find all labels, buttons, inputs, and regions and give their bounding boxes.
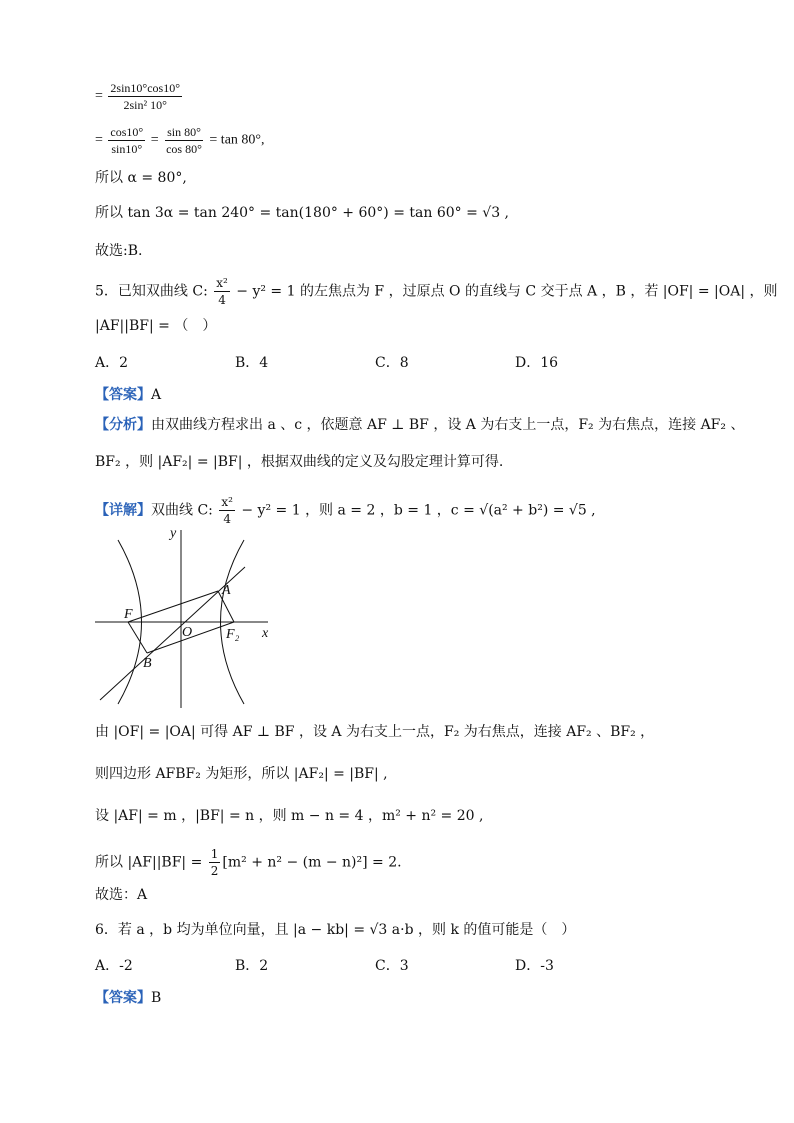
sol4-line3: 所以 α = 80°,: [95, 170, 187, 186]
fraction-numerator: cos10°: [110, 125, 144, 139]
option-b: B．2: [235, 958, 269, 974]
fraction-numerator: sin 80°: [167, 125, 201, 139]
fraction-denominator: 2: [210, 864, 219, 878]
fraction-denominator: 4: [218, 293, 226, 307]
option-b: B．4: [235, 355, 269, 371]
label-o: O: [182, 625, 193, 640]
fraction: [164, 124, 204, 157]
fraction: [209, 846, 221, 879]
detail-tag: 【详解】: [95, 502, 151, 519]
label-f2: F₂: [226, 627, 240, 642]
detail-text: 双曲线 C:: [151, 502, 218, 519]
option-c: C．8: [375, 355, 409, 371]
answer-tag: 【答案】: [95, 387, 151, 403]
q5-step2: 则四边形 AFBF₂ 为矩形，所以 |AF₂| = |BF| ,: [95, 766, 388, 782]
equals-sign: =: [95, 88, 103, 104]
line-fa: [128, 591, 218, 622]
fraction: [214, 275, 230, 308]
label-b: B: [143, 656, 152, 671]
analysis-text: 由双曲线方程求出 a 、c ，依题意 AF ⊥ BF ，设 A 为右支上一点，F₂ 为右焦点，连接 AF₂ 、: [151, 417, 745, 433]
q6-options: [95, 956, 655, 976]
label-y: y: [170, 526, 177, 541]
step4-text: [m² + n² − (m − n)²] = 2.: [222, 854, 402, 871]
sol4-line2: [95, 124, 265, 157]
fraction-numerator: x²: [216, 276, 228, 290]
sol4-conclusion: 故选:B.: [95, 243, 143, 259]
fraction-numerator: x²: [221, 495, 233, 509]
step4-text: 所以 |AF||BF| =: [95, 854, 207, 871]
q5-stem: [95, 275, 778, 308]
q5-step4: [95, 846, 402, 879]
fraction-numerator: 1: [210, 847, 219, 861]
option-d: D．-3: [515, 958, 554, 974]
fraction-denominator: 4: [223, 512, 231, 526]
q5-answer: [95, 385, 161, 405]
fraction: [108, 80, 182, 113]
q5-analysis-line1: [95, 415, 744, 435]
q5-stem-part: − y² = 1 的左焦点为 F ，过原点 O 的直线与 C 交于点 A ，B ，若 |OF| = |OA| ，则: [231, 283, 778, 300]
equals-sign: =: [150, 132, 159, 148]
answer-value: A: [151, 387, 162, 403]
hyperbola-figure: [92, 520, 282, 710]
q5-step1: 由 |OF| = |OA| 可得 AF ⊥ BF ，设 A 为右支上一点，F₂ 为右焦点，连接 AF₂ 、BF₂ ，: [95, 724, 655, 740]
label-x: x: [262, 626, 269, 641]
label-a: A: [222, 583, 231, 598]
fraction-denominator: cos 80°: [166, 142, 202, 156]
label-f: F: [124, 607, 133, 622]
q5-analysis-line2: BF₂ ，则 |AF₂| = |BF| ，根据双曲线的定义及勾股定理计算可得.: [95, 454, 504, 470]
option-c: C．3: [375, 958, 409, 974]
option-d: D．16: [515, 355, 559, 371]
q5-stem-line2: |AF||BF| = （ ）: [95, 318, 217, 334]
line-fb: [128, 622, 147, 653]
sol4-line4: 所以 tan 3α = tan 240° = tan(180° + 60°) = tan 60° = √3 ,: [95, 205, 509, 221]
fraction: [108, 124, 145, 157]
answer-value: B: [151, 990, 162, 1006]
analysis-tag: 【分析】: [95, 417, 151, 433]
answer-tag: 【答案】: [95, 990, 151, 1006]
option-a: A．-2: [95, 958, 133, 974]
detail-text: − y² = 1 ，则 a = 2 ，b = 1 ，c = √(a² + b²) = √5 ,: [236, 502, 596, 519]
equals-sign: =: [95, 132, 103, 148]
option-a: A．2: [95, 355, 129, 371]
q5-options: [95, 353, 655, 373]
fraction-denominator: sin10°: [111, 142, 143, 156]
q5-conclusion: 故选：A: [95, 887, 148, 903]
equation-tail: = tan 80°,: [209, 132, 265, 148]
q6-stem: 6．若 a ，b 均为单位向量，且 |a − kb| = √3 a·b ，则 k 的值可能是（ ）: [95, 922, 576, 938]
q6-answer: [95, 988, 161, 1008]
sol4-line1: [95, 80, 184, 113]
q5-step3: 设 |AF| = m ，|BF| = n ，则 m − n = 4 ，m² + n² = 20 ,: [95, 808, 484, 824]
q5-stem-part: 5．已知双曲线 C:: [95, 283, 213, 300]
fraction-denominator: 2sin² 10°: [123, 98, 167, 112]
fraction-numerator: 2sin10°cos10°: [110, 81, 181, 95]
